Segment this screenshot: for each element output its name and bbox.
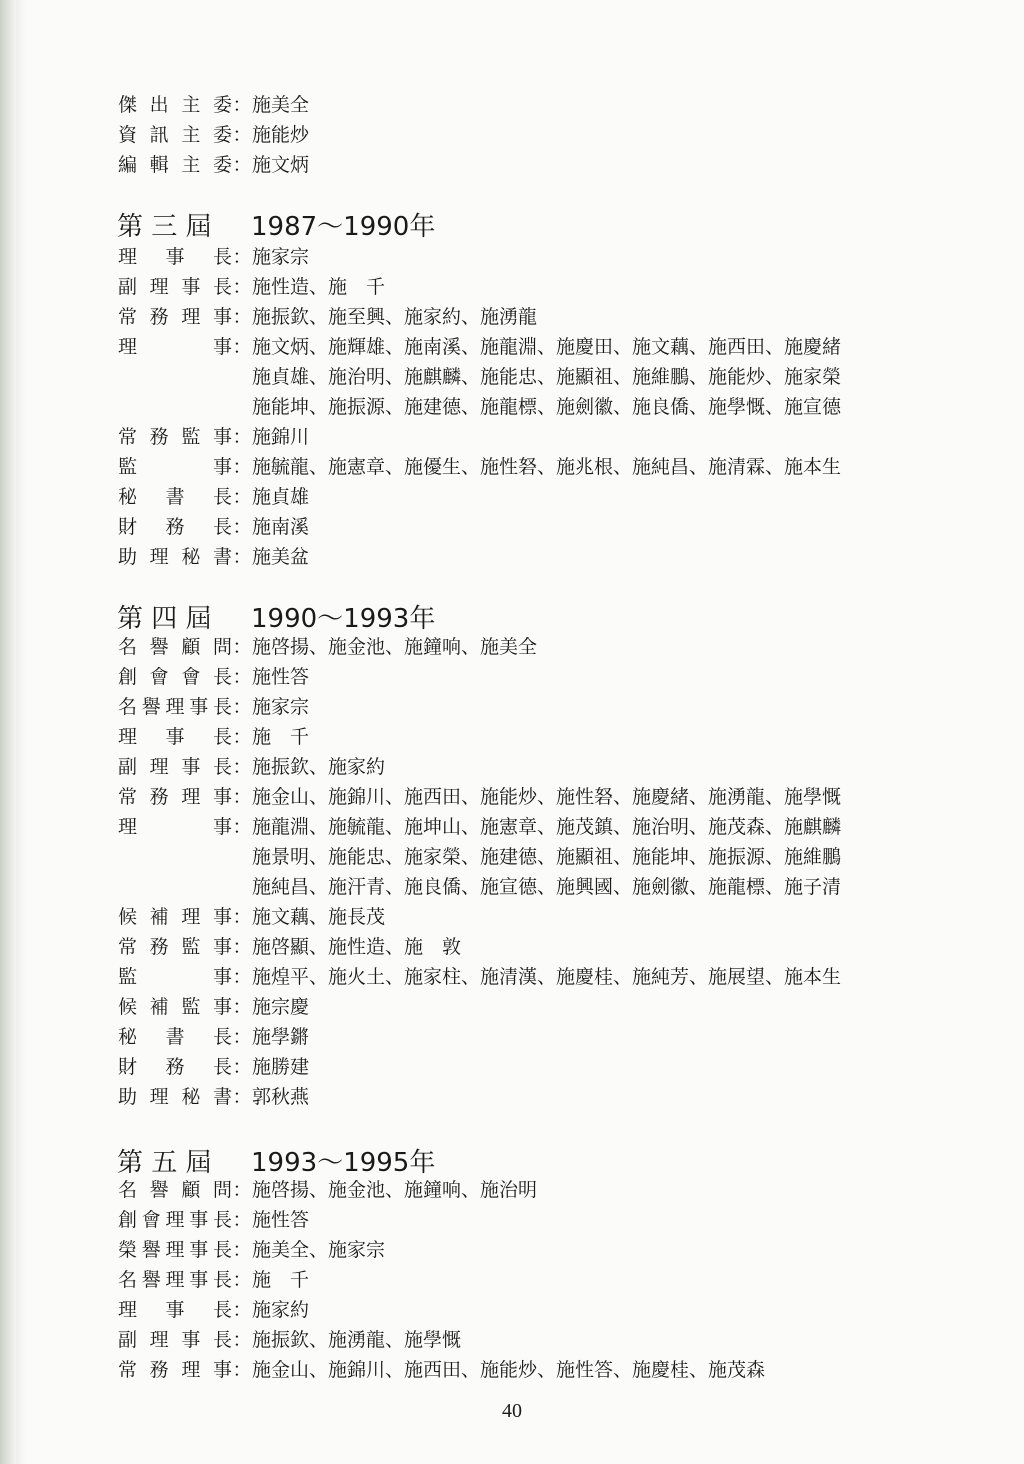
member-names bbox=[252, 782, 841, 812]
role-label-char: 長 bbox=[212, 246, 232, 268]
colon-separator: ： bbox=[232, 996, 252, 1018]
role-label-char: 長 bbox=[212, 1209, 232, 1231]
role-label-char: 理 bbox=[149, 1329, 169, 1351]
officer-row bbox=[118, 782, 841, 812]
role-label-char: 副 bbox=[118, 756, 138, 778]
role-label-char: 務 bbox=[149, 786, 169, 808]
member-names bbox=[252, 992, 309, 1022]
role-label-char: 秘 bbox=[118, 486, 138, 508]
colon-separator: ： bbox=[232, 426, 252, 448]
colon-separator: ： bbox=[232, 906, 252, 928]
role-label-char: 書 bbox=[212, 546, 232, 568]
role-label bbox=[118, 932, 232, 962]
role-label-char: 名 bbox=[118, 1179, 138, 1201]
member-names-line: 施性造、施 千 bbox=[252, 276, 386, 298]
role-label-char: 務 bbox=[149, 426, 169, 448]
role-label bbox=[118, 90, 232, 120]
colon-separator: ： bbox=[232, 756, 252, 778]
role-label bbox=[118, 482, 232, 512]
role-label bbox=[118, 752, 232, 782]
member-names-line: 施錦川 bbox=[252, 426, 310, 448]
role-label-char: 候 bbox=[118, 996, 138, 1018]
member-names-line: 施金山、施錦川、施西田、施能炒、施性答、施慶桂、施茂森 bbox=[252, 1359, 766, 1381]
section-title: 第 四 屆 bbox=[117, 604, 212, 634]
officer-row bbox=[118, 662, 309, 692]
officer-row bbox=[118, 1022, 309, 1052]
role-label bbox=[118, 332, 232, 362]
role-label bbox=[118, 422, 232, 452]
role-label-char: 書 bbox=[165, 486, 185, 508]
member-names-line: 施美盆 bbox=[252, 546, 310, 568]
role-label-char: 事 bbox=[212, 1359, 232, 1381]
colon-separator: ： bbox=[232, 726, 252, 748]
role-label-char: 事 bbox=[212, 336, 232, 358]
role-label-char: 顧 bbox=[181, 636, 201, 658]
role-label bbox=[118, 1235, 232, 1265]
role-label-char: 常 bbox=[118, 1359, 138, 1381]
member-names-line: 施文藕、施長茂 bbox=[252, 906, 386, 928]
colon-separator: ： bbox=[232, 696, 252, 718]
member-names bbox=[252, 422, 309, 452]
role-label-char: 理 bbox=[149, 756, 169, 778]
role-label bbox=[118, 1265, 232, 1295]
section-years: 1993～1995年 bbox=[251, 1148, 436, 1178]
role-label-char: 理 bbox=[149, 1086, 169, 1108]
member-names bbox=[252, 632, 537, 662]
member-names bbox=[252, 902, 385, 932]
officer-row bbox=[118, 752, 385, 782]
role-label-char: 問 bbox=[212, 636, 232, 658]
role-label-char: 長 bbox=[212, 1299, 232, 1321]
role-label-char: 委 bbox=[212, 94, 232, 116]
colon-separator: ： bbox=[232, 276, 252, 298]
role-label bbox=[118, 1325, 232, 1355]
colon-separator: ： bbox=[232, 1329, 252, 1351]
member-names bbox=[252, 1082, 309, 1112]
role-label-char: 秘 bbox=[181, 546, 201, 568]
member-names-line: 施純昌、施汗青、施良僑、施宣德、施興國、施劍徽、施龍標、施子清 bbox=[252, 876, 842, 898]
role-label-char: 委 bbox=[212, 154, 232, 176]
officer-row bbox=[118, 962, 841, 992]
role-label-char: 傑 bbox=[118, 94, 138, 116]
member-names-line: 施家宗 bbox=[252, 246, 310, 268]
role-label-char: 譽 bbox=[149, 636, 169, 658]
officer-row bbox=[118, 512, 309, 542]
role-label bbox=[118, 242, 232, 272]
role-label bbox=[118, 692, 232, 722]
officer-row bbox=[118, 272, 385, 302]
colon-separator: ： bbox=[232, 966, 252, 988]
role-label bbox=[118, 722, 232, 752]
colon-separator: ： bbox=[232, 456, 252, 478]
member-names-line: 施美全 bbox=[252, 94, 310, 116]
role-label-char: 理 bbox=[118, 1299, 138, 1321]
role-label bbox=[118, 662, 232, 692]
officer-row bbox=[118, 1325, 461, 1355]
role-label-char: 補 bbox=[149, 996, 169, 1018]
role-label-char: 資 bbox=[118, 124, 138, 146]
colon-separator: ： bbox=[232, 636, 252, 658]
role-label-char: 創 bbox=[118, 666, 138, 688]
member-names-line: 施家約 bbox=[252, 1299, 310, 1321]
member-names-line: 施啓揚、施金池、施鐘响、施美全 bbox=[252, 636, 538, 658]
colon-separator: ： bbox=[232, 336, 252, 358]
role-label-char: 主 bbox=[181, 124, 201, 146]
officer-row bbox=[118, 722, 309, 752]
role-label-char: 務 bbox=[165, 516, 185, 538]
role-label bbox=[118, 1082, 232, 1112]
officer-row bbox=[118, 302, 537, 332]
member-names bbox=[252, 1205, 309, 1235]
officer-row bbox=[118, 150, 309, 180]
page-number: 40 bbox=[502, 1400, 522, 1422]
role-label-char: 長 bbox=[212, 486, 232, 508]
role-label-char: 事 bbox=[189, 1239, 209, 1261]
member-names bbox=[252, 542, 309, 572]
member-names bbox=[252, 662, 309, 692]
role-label-char: 事 bbox=[212, 966, 232, 988]
role-label bbox=[118, 452, 232, 482]
role-label-char: 事 bbox=[181, 276, 201, 298]
officer-row bbox=[118, 1082, 309, 1112]
role-label-char: 事 bbox=[212, 426, 232, 448]
role-label-char: 秘 bbox=[118, 1026, 138, 1048]
role-label-char: 務 bbox=[149, 1359, 169, 1381]
role-label-char: 補 bbox=[149, 906, 169, 928]
role-label bbox=[118, 120, 232, 150]
colon-separator: ： bbox=[232, 1359, 252, 1381]
role-label-char: 訊 bbox=[149, 124, 169, 146]
member-names bbox=[252, 150, 309, 180]
role-label-char: 事 bbox=[181, 756, 201, 778]
role-label bbox=[118, 1022, 232, 1052]
role-label-char: 理 bbox=[181, 906, 201, 928]
officer-row bbox=[118, 1265, 309, 1295]
officer-row bbox=[118, 692, 309, 722]
member-names bbox=[252, 1022, 309, 1052]
role-label bbox=[118, 1355, 232, 1385]
member-names-line: 施煌平、施火土、施家柱、施清漢、施慶桂、施純芳、施展望、施本生 bbox=[252, 966, 842, 988]
role-label-char: 長 bbox=[212, 516, 232, 538]
member-names-line: 施金山、施錦川、施西田、施能炒、施性砮、施慶緒、施湧龍、施學慨 bbox=[252, 786, 842, 808]
member-names bbox=[252, 90, 309, 120]
role-label-char: 理 bbox=[181, 786, 201, 808]
role-label-char: 名 bbox=[118, 696, 138, 718]
member-names-line: 施美全、施家宗 bbox=[252, 1239, 386, 1261]
member-names bbox=[252, 962, 841, 992]
role-label bbox=[118, 782, 232, 812]
member-names bbox=[252, 482, 309, 512]
colon-separator: ： bbox=[232, 94, 252, 116]
member-names-line: 施貞雄、施治明、施麒麟、施能忠、施顯祖、施維鵬、施能炒、施家榮 bbox=[252, 366, 842, 388]
role-label-char: 理 bbox=[118, 726, 138, 748]
member-names-line: 施性答 bbox=[252, 1209, 310, 1231]
officer-row bbox=[118, 242, 309, 272]
member-names-line: 施龍淵、施毓龍、施坤山、施憲章、施茂鎮、施治明、施茂森、施麒麟 bbox=[252, 816, 842, 838]
role-label-char: 助 bbox=[118, 1086, 138, 1108]
officer-row bbox=[118, 902, 385, 932]
role-label-char: 助 bbox=[118, 546, 138, 568]
section-title: 第 五 屆 bbox=[117, 1148, 212, 1178]
member-names-line: 施能炒 bbox=[252, 124, 310, 146]
officer-row bbox=[118, 992, 309, 1022]
colon-separator: ： bbox=[232, 816, 252, 838]
role-label-char: 長 bbox=[212, 1329, 232, 1351]
colon-separator: ： bbox=[232, 306, 252, 328]
member-names bbox=[252, 1235, 385, 1265]
role-label bbox=[118, 272, 232, 302]
role-label bbox=[118, 632, 232, 662]
role-label-char: 名 bbox=[118, 1269, 138, 1291]
role-label-char: 事 bbox=[165, 246, 185, 268]
role-label-char: 編 bbox=[118, 154, 138, 176]
member-names-line: 施貞雄 bbox=[252, 486, 310, 508]
role-label bbox=[118, 542, 232, 572]
officer-row bbox=[118, 932, 461, 962]
role-label-char: 事 bbox=[212, 996, 232, 1018]
role-label-char: 譽 bbox=[149, 1179, 169, 1201]
member-names-line: 施能坤、施振源、施建德、施龍標、施劍徽、施良僑、施學慨、施宣德 bbox=[252, 396, 842, 418]
role-label-char: 長 bbox=[212, 756, 232, 778]
role-label-char: 榮 bbox=[118, 1239, 138, 1261]
role-label-char: 理 bbox=[181, 1359, 201, 1381]
role-label-char: 譽 bbox=[141, 1239, 161, 1261]
role-label-char: 事 bbox=[212, 936, 232, 958]
member-names-line: 施啓顯、施性造、施 敦 bbox=[252, 936, 462, 958]
role-label-char: 理 bbox=[165, 1269, 185, 1291]
member-names bbox=[252, 752, 385, 782]
member-names-line: 施振欽、施家約 bbox=[252, 756, 386, 778]
role-label-char: 理 bbox=[118, 246, 138, 268]
role-label bbox=[118, 512, 232, 542]
member-names bbox=[252, 722, 309, 752]
member-names-line: 施啓揚、施金池、施鐘响、施治明 bbox=[252, 1179, 538, 1201]
role-label-char: 常 bbox=[118, 936, 138, 958]
member-names bbox=[252, 692, 309, 722]
member-names bbox=[252, 932, 461, 962]
role-label-char: 理 bbox=[149, 276, 169, 298]
officer-row bbox=[118, 1355, 765, 1385]
member-names-line: 施性答 bbox=[252, 666, 310, 688]
colon-separator: ： bbox=[232, 1209, 252, 1231]
role-label-char: 候 bbox=[118, 906, 138, 928]
member-names-line: 施宗慶 bbox=[252, 996, 310, 1018]
member-names bbox=[252, 302, 537, 332]
member-names bbox=[252, 812, 841, 902]
role-label-char: 副 bbox=[118, 276, 138, 298]
role-label-char: 理 bbox=[118, 816, 138, 838]
role-label-char: 長 bbox=[212, 726, 232, 748]
member-names bbox=[252, 1175, 537, 1205]
role-label-char: 會 bbox=[149, 666, 169, 688]
officer-row bbox=[118, 1175, 537, 1205]
role-label-char: 財 bbox=[118, 516, 138, 538]
role-label-char: 事 bbox=[212, 306, 232, 328]
role-label-char: 問 bbox=[212, 1179, 232, 1201]
member-names bbox=[252, 242, 309, 272]
officer-row bbox=[118, 1295, 309, 1325]
role-label-char: 監 bbox=[118, 456, 138, 478]
member-names bbox=[252, 120, 309, 150]
role-label-char: 副 bbox=[118, 1329, 138, 1351]
role-label-char: 委 bbox=[212, 124, 232, 146]
colon-separator: ： bbox=[232, 1086, 252, 1108]
role-label-char: 輯 bbox=[149, 154, 169, 176]
role-label-char: 長 bbox=[212, 666, 232, 688]
colon-separator: ： bbox=[232, 1269, 252, 1291]
colon-separator: ： bbox=[232, 486, 252, 508]
role-label bbox=[118, 1295, 232, 1325]
role-label-char: 長 bbox=[212, 1269, 232, 1291]
colon-separator: ： bbox=[232, 1179, 252, 1201]
colon-separator: ： bbox=[232, 1299, 252, 1321]
officer-row bbox=[118, 120, 309, 150]
member-names-line: 施文炳、施輝雄、施南溪、施龍淵、施慶田、施文藕、施西田、施慶緒 bbox=[252, 336, 842, 358]
member-names bbox=[252, 332, 841, 422]
colon-separator: ： bbox=[232, 786, 252, 808]
role-label-char: 長 bbox=[212, 276, 232, 298]
member-names bbox=[252, 1265, 309, 1295]
officer-row bbox=[118, 422, 309, 452]
role-label bbox=[118, 1205, 232, 1235]
role-label bbox=[118, 962, 232, 992]
role-label-char: 監 bbox=[118, 966, 138, 988]
role-label-char: 事 bbox=[189, 1209, 209, 1231]
role-label-char: 事 bbox=[165, 1299, 185, 1321]
section-heading-3 bbox=[117, 210, 435, 244]
role-label-char: 事 bbox=[212, 456, 232, 478]
colon-separator: ： bbox=[232, 936, 252, 958]
member-names-line: 施景明、施能忠、施家榮、施建德、施顯祖、施能坤、施振源、施維鵬 bbox=[252, 846, 842, 868]
role-label bbox=[118, 812, 232, 842]
officer-row bbox=[118, 632, 537, 662]
section-years: 1990～1993年 bbox=[251, 604, 436, 634]
officer-row bbox=[118, 482, 309, 512]
role-label-char: 書 bbox=[212, 1086, 232, 1108]
colon-separator: ： bbox=[232, 154, 252, 176]
member-names-line: 施文炳 bbox=[252, 154, 310, 176]
role-label-char: 會 bbox=[141, 1209, 161, 1231]
role-label-char: 事 bbox=[181, 1329, 201, 1351]
role-label-char: 主 bbox=[181, 154, 201, 176]
member-names-line: 施南溪 bbox=[252, 516, 310, 538]
role-label-char: 長 bbox=[212, 1239, 232, 1261]
role-label-char: 譽 bbox=[141, 1269, 161, 1291]
officer-row bbox=[118, 452, 841, 482]
role-label-char: 監 bbox=[181, 996, 201, 1018]
colon-separator: ： bbox=[232, 1239, 252, 1261]
role-label-char: 出 bbox=[149, 94, 169, 116]
role-label-char: 名 bbox=[118, 636, 138, 658]
role-label-char: 監 bbox=[181, 936, 201, 958]
role-label-char: 務 bbox=[149, 936, 169, 958]
role-label-char: 理 bbox=[165, 696, 185, 718]
officer-row bbox=[118, 812, 841, 902]
colon-separator: ： bbox=[232, 1056, 252, 1078]
colon-separator: ： bbox=[232, 1026, 252, 1048]
role-label bbox=[118, 992, 232, 1022]
role-label-char: 長 bbox=[212, 1026, 232, 1048]
member-names-line: 郭秋燕 bbox=[252, 1086, 310, 1108]
officer-row bbox=[118, 1205, 309, 1235]
role-label-char: 事 bbox=[189, 696, 209, 718]
section-heading-4 bbox=[117, 602, 435, 636]
colon-separator: ： bbox=[232, 246, 252, 268]
role-label-char: 事 bbox=[212, 906, 232, 928]
role-label-char: 長 bbox=[212, 696, 232, 718]
role-label bbox=[118, 1175, 232, 1205]
officer-row bbox=[118, 1235, 385, 1265]
role-label bbox=[118, 150, 232, 180]
role-label-char: 務 bbox=[149, 306, 169, 328]
officer-row bbox=[118, 542, 309, 572]
member-names-line: 施學鏘 bbox=[252, 1026, 310, 1048]
role-label-char: 事 bbox=[189, 1269, 209, 1291]
member-names-line: 施家宗 bbox=[252, 696, 310, 718]
role-label-char: 務 bbox=[165, 1056, 185, 1078]
role-label-char: 財 bbox=[118, 1056, 138, 1078]
role-label bbox=[118, 902, 232, 932]
role-label-char: 理 bbox=[149, 546, 169, 568]
colon-separator: ： bbox=[232, 124, 252, 146]
role-label-char: 創 bbox=[118, 1209, 138, 1231]
officer-row bbox=[118, 332, 841, 422]
member-names bbox=[252, 1355, 765, 1385]
role-label-char: 常 bbox=[118, 426, 138, 448]
role-label bbox=[118, 1052, 232, 1082]
member-names bbox=[252, 1325, 461, 1355]
officer-row bbox=[118, 1052, 309, 1082]
role-label-char: 顧 bbox=[181, 1179, 201, 1201]
role-label-char: 事 bbox=[165, 726, 185, 748]
role-label-char: 常 bbox=[118, 786, 138, 808]
section-title: 第 三 屆 bbox=[117, 212, 212, 242]
section-years: 1987～1990年 bbox=[251, 212, 436, 242]
member-names-line: 施勝建 bbox=[252, 1056, 310, 1078]
role-label-char: 監 bbox=[181, 426, 201, 448]
role-label-char: 理 bbox=[181, 306, 201, 328]
role-label-char: 會 bbox=[181, 666, 201, 688]
role-label-char: 秘 bbox=[181, 1086, 201, 1108]
officer-row bbox=[118, 90, 309, 120]
role-label bbox=[118, 302, 232, 332]
member-names bbox=[252, 1295, 309, 1325]
role-label-char: 理 bbox=[165, 1239, 185, 1261]
member-names bbox=[252, 452, 841, 482]
member-names bbox=[252, 272, 385, 302]
role-label-char: 長 bbox=[212, 1056, 232, 1078]
member-names bbox=[252, 512, 309, 542]
member-names-line: 施 千 bbox=[252, 1269, 310, 1291]
role-label-char: 常 bbox=[118, 306, 138, 328]
role-label-char: 事 bbox=[212, 816, 232, 838]
member-names bbox=[252, 1052, 309, 1082]
colon-separator: ： bbox=[232, 666, 252, 688]
colon-separator: ： bbox=[232, 516, 252, 538]
colon-separator: ： bbox=[232, 546, 252, 568]
role-label-char: 書 bbox=[165, 1026, 185, 1048]
member-names-line: 施 千 bbox=[252, 726, 310, 748]
role-label-char: 譽 bbox=[141, 696, 161, 718]
member-names-line: 施振欽、施至興、施家約、施湧龍 bbox=[252, 306, 538, 328]
role-label-char: 事 bbox=[212, 786, 232, 808]
role-label-char: 理 bbox=[118, 336, 138, 358]
role-label-char: 理 bbox=[165, 1209, 185, 1231]
member-names-line: 施振欽、施湧龍、施學慨 bbox=[252, 1329, 462, 1351]
role-label-char: 主 bbox=[181, 94, 201, 116]
member-names-line: 施毓龍、施憲章、施優生、施性砮、施兆根、施純昌、施清霖、施本生 bbox=[252, 456, 842, 478]
